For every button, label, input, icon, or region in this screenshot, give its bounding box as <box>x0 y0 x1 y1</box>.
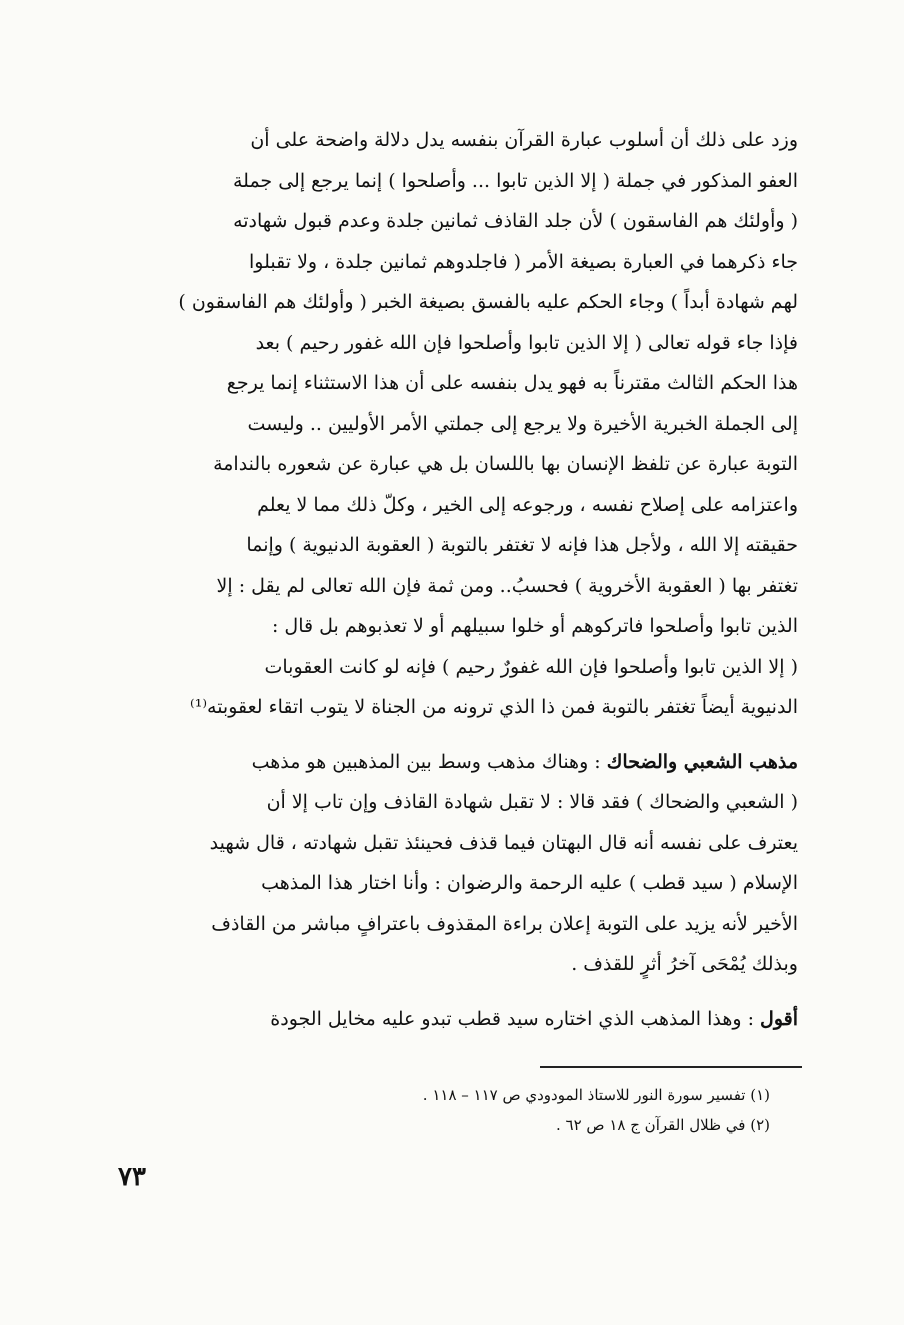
text-line: واعتزامه على إصلاح نفسه ، ورجوعه إلى الخير ، وكلّ ذلك مما لا يعلم <box>257 493 798 516</box>
footnote-divider <box>540 1066 802 1068</box>
text-line: ( وأولئك هم الفاسقون ) لأن جلد القاذف ثمانين جلدة وعدم قبول شهادته <box>233 210 798 232</box>
text-line: العفو المذكور في جملة ( إلا الذين تابوا ... وأصلحوا ) إنما يرجع إلى جملة <box>232 169 798 192</box>
text-line: يعترف على نفسه أنه قال البهتان فيما قذف فحينئذ تقبل شهادته ، قال شهيد <box>209 831 798 854</box>
text-line: فإذا جاء قوله تعالى ( إلا الذين تابوا وأصلحوا فإن الله غفور رحيم ) بعد <box>255 331 798 354</box>
text-line: هذا الحكم الثالث مقترناً به فهو يدل بنفسه على أن هذا الاستثناء إنما يرجع <box>226 372 798 394</box>
text-line: حقيقته إلا الله ، ولأجل هذا فإنه لا تغتفر بالتوبة ( العقوبة الدنيوية ) وإنما <box>246 534 798 556</box>
text-line: إلى الجملة الخبرية الأخيرة ولا يرجع إلى جملتي الأمر الأوليين .. وليست <box>247 412 798 435</box>
paragraph-2 <box>118 742 798 985</box>
text-line <box>118 742 798 783</box>
text-line <box>118 999 798 1040</box>
paragraph-1 <box>118 120 798 728</box>
text-line: وبذلك يُمْحَى آخرُ أثرٍ للقذف . <box>571 953 798 975</box>
paragraph-spacer <box>118 985 798 999</box>
paragraph-3 <box>118 999 798 1040</box>
text-line: جاء ذكرهما في العبارة بصيغة الأمر ( فاجلدوهم ثمانين جلدة ، ولا تقبلوا <box>249 250 798 273</box>
text-line: الدنيوية أيضاً تغتفر بالتوبة فمن ذا الذي ترونه من الجناة لا يتوب اتقاء لعقوبته⁽¹⁾ <box>190 696 798 718</box>
text-line: لهم شهادة أبداً ) وجاء الحكم عليه بالفسق بصيغة الخبر ( وأولئك هم الفاسقون ) <box>178 291 798 313</box>
footnotes <box>300 1080 770 1140</box>
section-heading: مذهب الشعبي والضحاك <box>606 750 798 773</box>
paragraph-spacer <box>118 728 798 742</box>
text-line: تغتفر بها ( العقوبة الأخروية ) فحسبُ.. ومن ثمة فإن الله تعالى لم يقل : إلا <box>216 574 798 597</box>
text-line: التوبة عبارة عن تلفظ الإنسان بها باللسان بل هي عبارة عن شعوره بالندامة <box>213 453 798 475</box>
text-line: الأخير لأنه يزيد على التوبة إعلان براءة المقذوف باعترافٍ مباشر من القاذف <box>211 912 798 935</box>
section-heading: أقول <box>760 1007 798 1030</box>
page-number: ٧٣ <box>118 1162 146 1192</box>
main-text-block <box>118 120 798 1039</box>
text-line: ( إلا الذين تابوا وأصلحوا فإن الله غفورٌ رحيم ) فإنه لو كانت العقوبات <box>264 655 798 678</box>
text-line: ( الشعبي والضحاك ) فقد قالا : لا تقبل شهادة القاذف وإن تاب إلا أن <box>266 791 798 813</box>
text-line: وزد على ذلك أن أسلوب عبارة القرآن بنفسه يدل دلالة واضحة على أن <box>250 129 798 151</box>
footnote-2: (٢) في ظلال القرآن ج ١٨ ص ٦٢ . <box>555 1116 770 1134</box>
text-line: الذين تابوا وأصلحوا فاتركوهم أو خلوا سبيلهم أو لا تعذبوهم بل قال : <box>271 615 798 637</box>
text-line: الإسلام ( سيد قطب ) عليه الرحمة والرضوان : وأنا اختار هذا المذهب <box>261 872 798 894</box>
footnote-1: (١) تفسير سورة النور للاستاذ المودودي ص ١١٧ – ١١٨ . <box>422 1086 770 1104</box>
text-run: : وهناك مذهب وسط بين المذهبين هو مذهب <box>251 750 607 773</box>
text-run: : وهذا المذهب الذي اختاره سيد قطب تبدو عليه مخايل الجودة <box>270 1007 761 1030</box>
